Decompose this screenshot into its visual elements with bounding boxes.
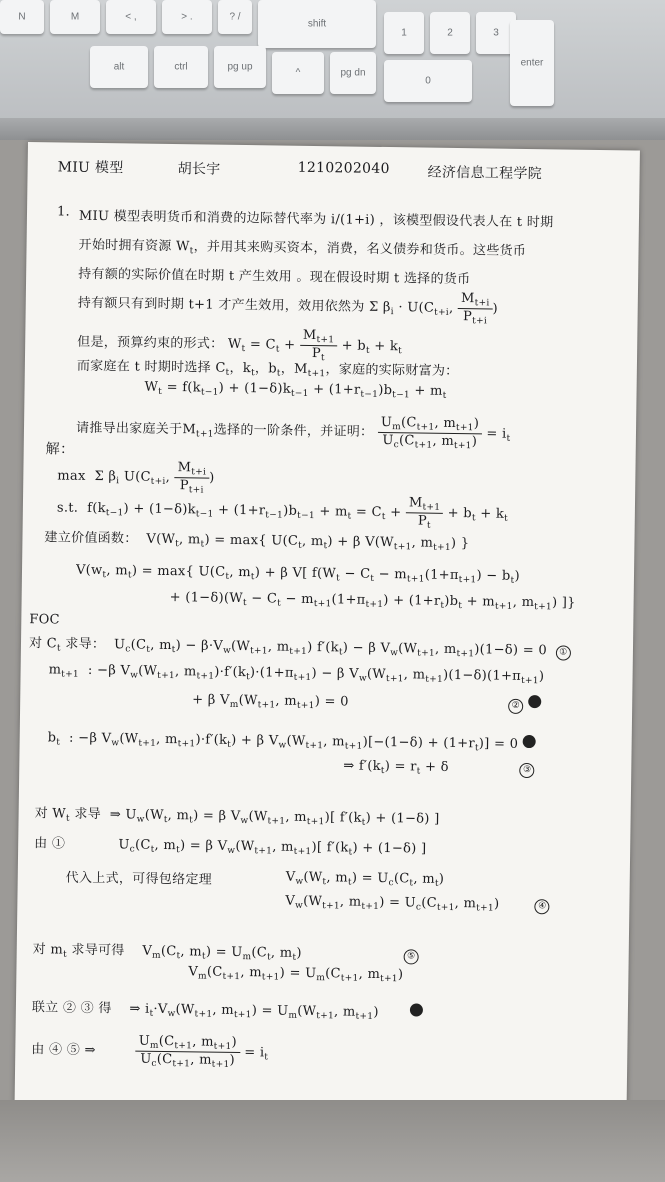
header-name: 胡长宇 [177, 161, 221, 178]
envelope-2: $V_w(W_{t+1}$, $m_{t+1}) = U_c(C_{t+1}$, $m_{t+1}$) ④ [285, 894, 550, 915]
key-shift: shift [258, 0, 376, 48]
envelope-m-2: $V_m(C_{t+1}$, $m_{t+1}) = U_m(C_{t+1}$, $m_{t+1}$) [188, 964, 404, 985]
foc-c: 对 $C_t$ 求导： $U_c(C_t$, $m_t) - \beta\cdot V_w(W_{t+1}$, $m_{t+1}$) $f'(k_t) - \beta$ $V_w(W_{t+1}$, $m_{t+1})(1-\delta) = 0$ ① [29, 632, 571, 661]
envelope-w: 对 $W_t$ 求导 ⇒ $U_w(W_t$, $m_t) = \beta$ $V_w(W_{t+1}$, $m_{t+1}$)[ $f'(k_t) + (1-\delta)$ ] [34, 806, 440, 828]
question-derive: 请推导出家庭关于$M_{t+1}$选择的一阶条件，并证明： $\frac{U_m(C_{t+1}, m_{t+1})}{U_c(C_{t+1}, m_{t+1})}$ = $i_t$ [75, 414, 511, 452]
key-num-0: 0 [384, 60, 472, 102]
key-pgup: pg up [214, 46, 266, 88]
key-n: N [0, 0, 44, 34]
solution-value-fn: 建立价值函数： $V(W_t$, $m_t) = \max${ $U(C_t$, $m_t) + \beta$ $V(W_{t+1}$, $m_{t+1}$) } [44, 530, 470, 553]
solution-value-fn-expanded-1: $V(w_t$, $m_t) = \max${ $U(C_t$, $m_t) + \beta$ V[ $f(W_t - C_t - m_{t+1}(1+\pi_{t+1}) - b_t)$ [75, 562, 521, 586]
from-eq1: 由 ① $U_c(C_t$, $m_t) = \beta$ $V_w(W_{t+1}$, $m_{t+1}$)[ $f'(k_t) + (1-\delta)$ ] [34, 836, 427, 858]
key-ctrl: ctrl [154, 46, 208, 88]
question-number: 1. [56, 204, 71, 220]
foc-b: $b_t$ : −β $V_w(W_{t+1}$, $m_{t+1})\cdot f'(k_t) + \beta$ $V_w(W_{t+1}$, $m_{t+1})[-(1-\delta) + (1+r_t)] = 0$ [48, 728, 536, 754]
solution-constraint: s.t. $f(k_{t-1}) + (1-\delta)k_{t-1} + (1+r_{t-1})b_{t-1} + m_t = C_t$ + $\frac{M_{t+1}}{P_t}$ + $b_t + k_t$ [56, 495, 509, 531]
foc-label: FOC [29, 612, 60, 628]
solution-value-fn-expanded-2: + $(1-\delta)(W_t - C_t - m_{t+1}(1+\pi_{t+1}) + (1+r_t)b_t + m_{t+1}$, $m_{t+1}$) ]} [169, 590, 576, 613]
key-pgdn: pg dn [330, 52, 376, 94]
final-result: 由 ④ ⑤ ⇒ $\frac{U_m(C_{t+1}, m_{t+1})}{U_c(C_{t+1}, m_{t+1})}$ = $i_t$ [31, 1033, 269, 1070]
foc-m: $m_{t+1}$ : −β $V_w(W_{t+1}$, $m_{t+1})\cdot f'(k_t)\cdot(1+\pi_{t+1}) - \beta$ $V_w(W_{t+1}$, $m_{t+1})(1-\delta)(1+\pi_{t+1})$ [48, 662, 545, 687]
question-line-2: 开始时拥有资源 $W_t$，并用其来购买资本，消费，名义债券和货币。这些货币 [78, 237, 527, 259]
question-line-3: 持有额的实际价值在时期 t 产生效用 。现在假设时期 t 选择的货币 [78, 266, 471, 288]
solution-max: max Σ $\beta_i$ $U(C_{t+i}$, $\frac{M_{t+i}}{P_{t+i}}$ ) [57, 460, 215, 496]
key-m: M [50, 0, 100, 34]
header-student-id: 1210202040 [297, 159, 390, 178]
question-choice: 而家庭在 t 时期时选择 $C_t$，$k_t$，$b_t$，$M_{t+1}$，家庭的实际财富为： [76, 358, 459, 380]
key-num-2: 2 [430, 12, 470, 54]
key-alt: alt [90, 46, 148, 88]
envelope-1: $V_w(W_t$, $m_t) = U_c(C_t$, $m_t$) [285, 869, 445, 889]
header-department: 经济信息工程学院 [427, 164, 543, 183]
question-line-4: 持有额只有到时期 t+1 才产生效用，效用依然为 Σ $\beta_i \cdot U(C_{t+i}$, $\frac{M_{t+i}}{P_{t+i}}$ ) [77, 291, 498, 327]
question-wealth: $W_t = f(k_{t-1}) + (1-\delta)k_{t-1} + (1+r_{t-1})b_{t-1} + m_t$ [144, 379, 447, 401]
combine: 联立 ② ③ 得 ⇒ $i_t\cdot V_w(W_{t+1}$, $m_{t+1}) = U_m(W_{t+1}$, $m_{t+1}$) [32, 996, 423, 1022]
question-budget: 但是，预算约束的形式： $W_t = C_t$ + $\frac{M_{t+1}}{P_t}$ + $b_t + k_t$ [77, 327, 403, 364]
key-enter: enter [510, 20, 554, 106]
laptop-edge [0, 118, 665, 140]
key-num-3: 3 [476, 12, 516, 54]
laptop-keyboard [0, 0, 665, 140]
solution-label: 解： [45, 441, 75, 458]
key-arrow-up: ^ [272, 52, 324, 94]
foc-m-2: + β $V_m(W_{t+1}$, $m_{t+1}) = 0$ ② [192, 690, 541, 714]
handwritten-paper [14, 142, 640, 1150]
key-slash: ? / [218, 0, 252, 34]
envelope-sub-label: 代入上式，可得包络定理 [65, 870, 213, 888]
key-period: > . [162, 0, 212, 34]
desk-shadow [0, 1100, 665, 1182]
envelope-m: 对 $m_t$ 求导可得 $V_m(C_t$, $m_t) = U_m(C_t$, $m_t$) ⑤ [33, 938, 419, 964]
key-comma: < , [106, 0, 156, 34]
question-line-1: MIU 模型表明货币和消费的边际替代率为 i/(1+i) ，该模型假设代表人在 t 时期 [78, 208, 554, 231]
header-topic: MIU 模型 [57, 159, 124, 177]
key-num-1: 1 [384, 12, 424, 54]
foc-b-result: ⇒ $f'(k_t) = r_t + \delta$ ③ [343, 758, 535, 778]
